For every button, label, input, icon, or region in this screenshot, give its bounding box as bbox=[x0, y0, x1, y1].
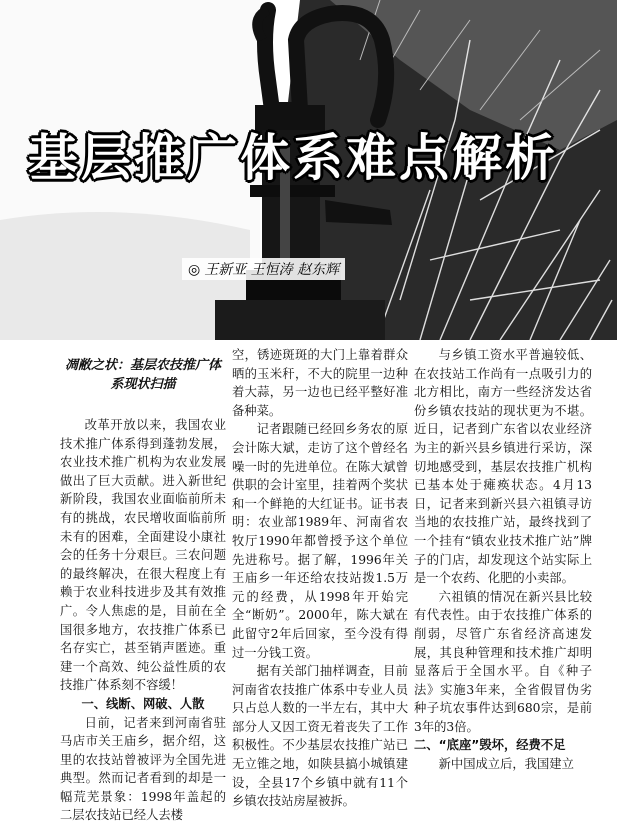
article-title: 基层推广体系难点解析 bbox=[28, 128, 598, 188]
body-paragraph: 日前，记者来到河南省驻马店市关王庙乡，据介绍，这里的农技站曾被评为全国先进典型。然而记者看到的却是一幅荒芜景象：1998年盖起的二层农技站已经人去楼 bbox=[60, 714, 226, 825]
article-column-3 bbox=[414, 346, 592, 791]
body-paragraph: 六祖镇的情况在新兴县比较有代表性。由于农技推广体系的削弱，尽管广东省经济高速发展，其良种管理和技术推广却明显落后于全国水平。自《种子法》实施3年来，全省假冒伪劣种子坑农事件达到680宗，是前3年的3倍。 bbox=[414, 588, 592, 737]
bullet-icon: ◎ bbox=[188, 262, 200, 278]
article-column-1 bbox=[60, 346, 226, 791]
body-paragraph: 记者跟随已经回乡务农的原会计陈大斌，走访了这个曾经名噪一时的先进单位。在陈大斌曾供职的会计室里，挂着两个奖状和一个鲜艳的大红证书。证书表明：农业部1989年、河南省农牧厅1990年都曾授予这个单位先进称号。据了解，1996年关王庙乡一年还给农技站拨1.5万元的经费，从1998年开始完全“断奶”。2000年，陈大斌在此留守2年后回家，至今没有得过一分钱工资。 bbox=[232, 420, 408, 662]
author-names: 王新亚 王恒涛 赵东辉 bbox=[204, 262, 339, 278]
article-column-2 bbox=[232, 346, 408, 791]
body-paragraph: 据有关部门抽样调查，目前河南省农技推广体系中专业人员只占总人数的一半左右，其中大部分人又因工资无着丧失了工作积极性。不少基层农技推广站已无立锥之地，如陕县搞小城镇建设，全县17个乡镇中就有11个乡镇农技站房屋被拆。 bbox=[232, 662, 408, 811]
body-paragraph: 空，锈迹斑斑的大门上靠着群众晒的玉米秆，不大的院里一边种着大蒜，另一边也已经平整好准备种菜。 bbox=[232, 346, 408, 420]
section-heading: 一、线断、网破、人散 bbox=[60, 695, 226, 714]
section-subtitle: 凋敝之状：基层农技推广体系现状扫描 bbox=[60, 356, 226, 394]
body-paragraph: 改革开放以来，我国农业技术推广体系得到蓬勃发展，农业技术推广机构为农业发展做出了巨大贡献。进入新世纪新阶段，我国农业面临前所未有的挑战，农民增收面临前所未有的困难，全面建设小康社会的任务十分艰巨。三农问题的最终解决，在很大程度上有赖于农业科技进步及其有效推广。令人焦虑的是，目前在全国很多地方，农技推广体系已名存实亡，甚至销声匿迹。重建一个高效、纯公益性质的农技推广体系刻不容缓！ bbox=[60, 416, 226, 695]
body-paragraph: 与乡镇工资水平普遍较低、在农技站工作尚有一点吸引力的北方相比，南方一些经济发达省份乡镇农技站的现状更为不堪。近日，记者到广东省以农业经济为主的新兴县乡镇进行采访，深切地感受到，基层农技推广机构已基本处于瘫痪状态。4月13日，记者来到新兴县六祖镇寻访当地的农技推广站，最终找到了一个挂有“镇农业技术推广站”牌子的门店，却发现这个站实际上是一个农药、化肥的小卖部。 bbox=[414, 346, 592, 588]
section-heading: 二、“底座”毁坏，经费不足 bbox=[414, 736, 592, 755]
author-line bbox=[182, 258, 345, 280]
body-paragraph: 新中国成立后，我国建立 bbox=[414, 755, 592, 774]
